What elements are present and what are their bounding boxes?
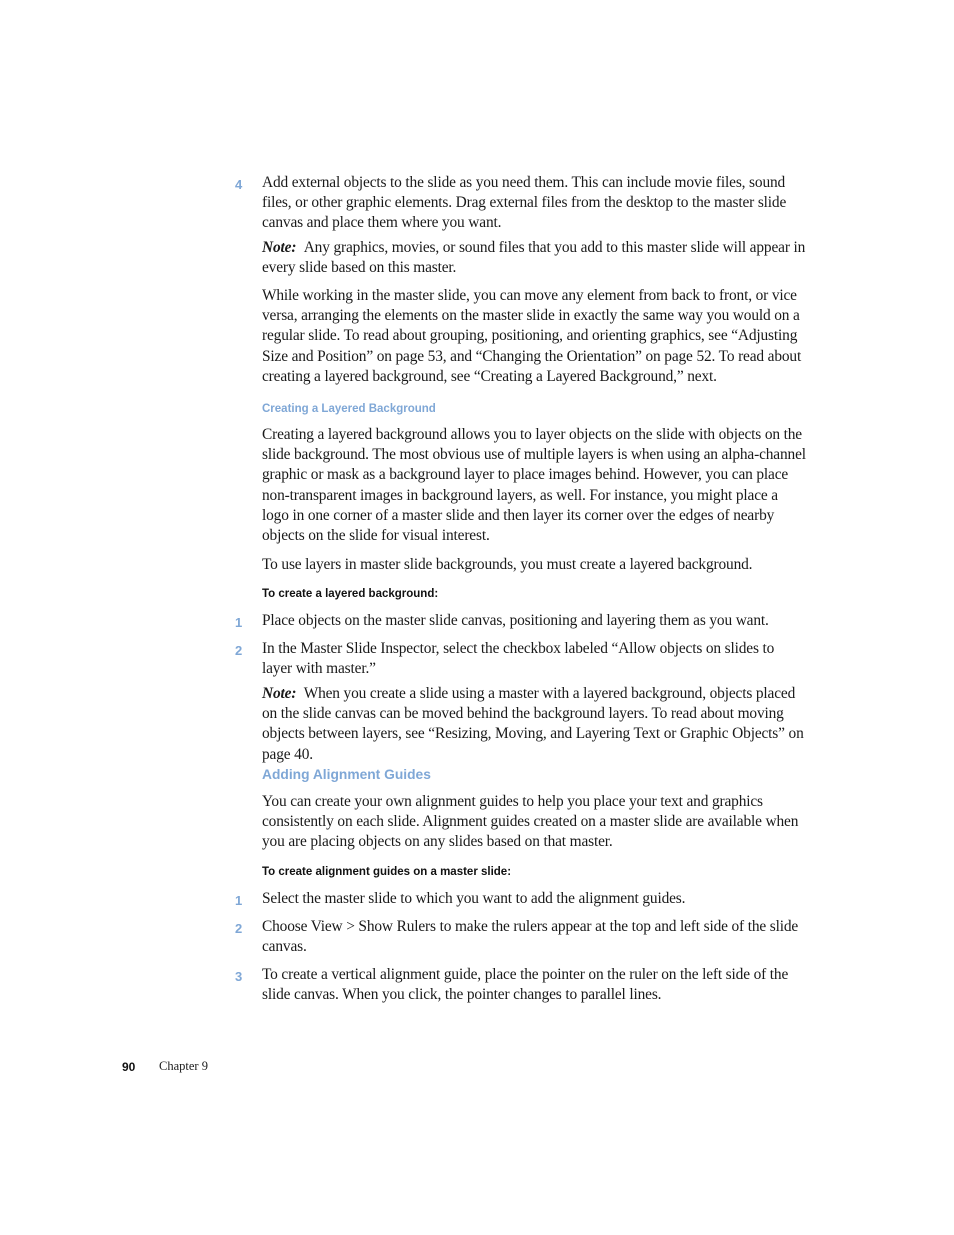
step-number: 1 <box>235 615 243 630</box>
section-heading: Creating a Layered Background <box>262 403 436 415</box>
step-text: In the Master Slide Inspector, select the checkbox labeled “Allow objects on slides to layer with master.” <box>262 640 775 678</box>
chapter-label: Chapter 9 <box>159 1059 208 1073</box>
note-text: Any graphics, movies, or sound files that you add to this master slide will appear in every slide based on this master. <box>262 239 806 277</box>
body-paragraph: While working in the master slide, you can move any element from back to front, or vice versa, arranging the elements on the master slide in exactly the same way you would on a regular slide. To read about grouping, positioning, and orienting graphics, see “Adjusting Size and Position” on page 53, and “Changing the Orientation” on page 52. To read about creating a layered background, see “Creating a Layered Background,” next. <box>262 287 802 385</box>
step-number: 4 <box>235 177 243 192</box>
note-paragraph <box>262 238 807 278</box>
step-text: To create a vertical alignment guide, place the pointer on the ruler on the left side of the slide canvas. When you click, the pointer changes to parallel lines. <box>262 966 789 1004</box>
note-paragraph <box>262 684 807 765</box>
procedure-heading: To create a layered background: <box>262 588 439 600</box>
note-label: Note: <box>262 239 297 256</box>
page-number: 90 <box>122 1060 136 1074</box>
step-number: 2 <box>235 643 243 658</box>
step-number: 3 <box>235 969 243 984</box>
note-label: Note: <box>262 685 297 702</box>
procedure-heading: To create alignment guides on a master slide: <box>262 866 512 878</box>
body-paragraph: Creating a layered background allows you to layer objects on the slide with objects on the slide background. The most obvious use of multiple layers is when using an alpha-channel graphic or mask as a background layer to place images behind. However, you can place non-transparent images in background layers, as well. For instance, you might place a logo in one corner of a master slide and then layer its corner over the edges of nearby objects on the slide for visual interest. <box>262 426 806 545</box>
step-number: 1 <box>235 893 243 908</box>
step-text: Add external objects to the slide as you need them. This can include movie files, sound files, or other graphic elements. Drag external files from the desktop to the master slide canvas and place them where you want. <box>262 174 787 232</box>
section-heading: Adding Alignment Guides <box>262 767 431 782</box>
step-text: Choose View > Show Rulers to make the rulers appear at the top and left side of the slide canvas. <box>262 918 799 956</box>
note-text: When you create a slide using a master with a layered background, objects placed on the slide canvas can be moved behind the background layers. To read about moving objects between layers, see “Resizing, Moving, and Layering Text or Graphic Objects” on page 40. <box>262 685 804 763</box>
step-text: Select the master slide to which you want to add the alignment guides. <box>262 890 686 907</box>
step-text: Place objects on the master slide canvas, positioning and layering them as you want. <box>262 612 769 629</box>
step-number: 2 <box>235 921 243 936</box>
body-paragraph: You can create your own alignment guides to help you place your text and graphics consistently on each slide. Alignment guides created on a master slide are available when you are placing objects on any slides based on that master. <box>262 793 799 851</box>
body-paragraph: To use layers in master slide backgrounds, you must create a layered background. <box>262 556 753 573</box>
